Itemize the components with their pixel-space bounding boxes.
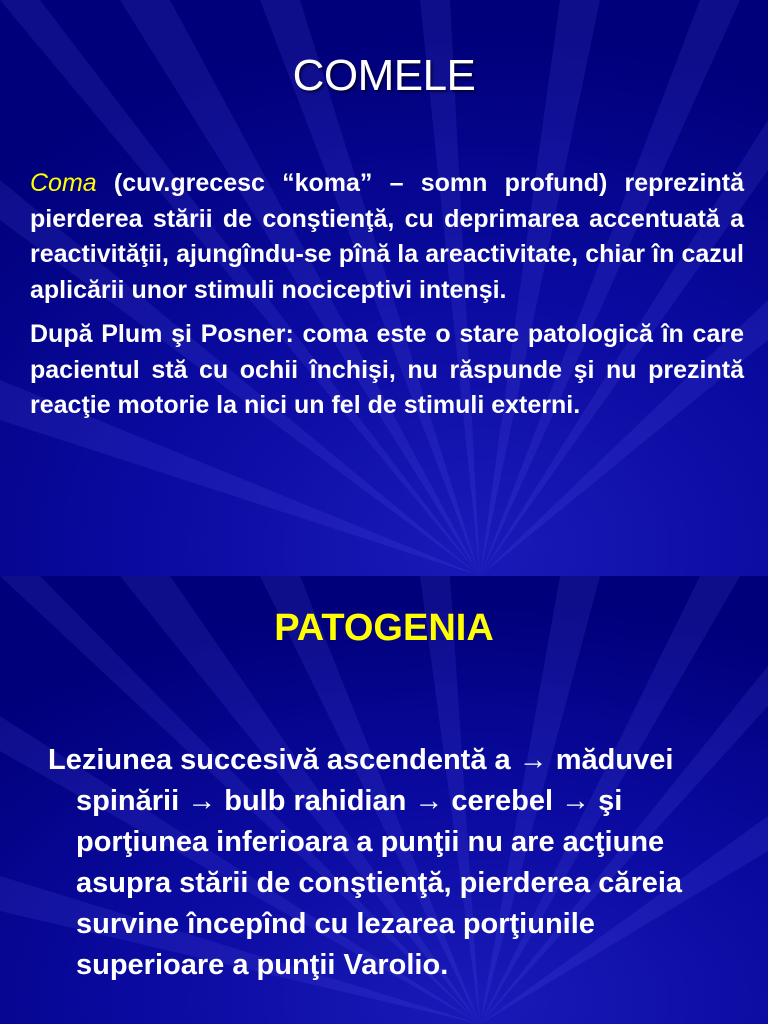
slide-patogenia <box>0 576 768 1024</box>
definition-text: (cuv.grecesc “koma” – somn profund) reprezintă pierderea stării de conştienţă, cu deprimarea accentuată a reactivităţii, ajungîndu-se pînă la areactivitate, chiar în cazul aplicării unor stimuli nociceptivi intenşi. <box>30 169 744 304</box>
slide-body <box>30 166 744 424</box>
slide-title: COMELE <box>292 51 476 100</box>
pathogenesis-paragraph: Leziunea succesivă ascendentă a → măduvei spinării → bulb rahidian → cerebel → şi porţiunea inferioara a punţii nu are acţiune asupra stării de conştienţă, pierderea căreia survine începînd cu lezarea porţiunile superioare a punţii Varolio. <box>48 744 683 981</box>
slide-body <box>48 740 738 986</box>
coma-term: Coma <box>30 169 97 197</box>
slide-title: PATOGENIA <box>274 607 494 649</box>
definition-paragraph <box>30 166 744 308</box>
plum-posner-paragraph: După Plum şi Posner: coma este o stare patologică în care pacientul stă cu ochii închişi, nu răspunde şi nu prezintă reacţie motorie la nici un fel de stimuli externi. <box>30 320 744 419</box>
